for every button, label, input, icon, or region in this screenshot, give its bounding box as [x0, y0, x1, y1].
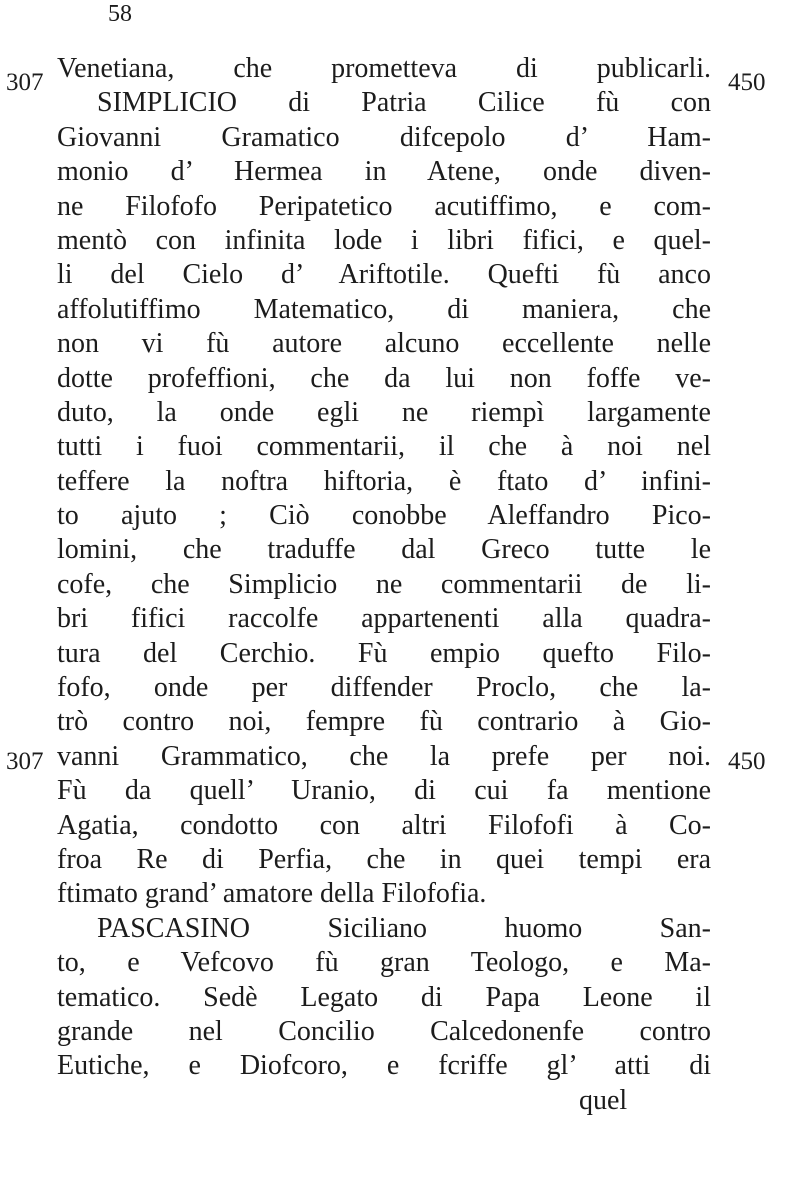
text-line: affolutiffimo Matematico, di maniera, che — [57, 293, 711, 325]
margin-note-left-simplicio: 307 — [6, 69, 44, 96]
text-line: fofo, onde per diffender Proclo, che la- — [57, 672, 711, 704]
text-line: monio d’ Hermea in Atene, onde diven- — [57, 156, 711, 188]
text-line: duto, la onde egli ne riempì largamente — [57, 396, 711, 428]
text-line: ftimato grand’ amatore della Filofofia. — [57, 878, 487, 910]
body-text — [57, 52, 711, 1118]
text-line: to, e Vefcovo fù gran Teologo, e Ma- — [57, 947, 711, 979]
text-line: ne Filofofo Peripatetico acutiffimo, e com- — [57, 190, 711, 222]
text-line: bri fifici raccolfe appartenenti alla quadra- — [57, 603, 711, 635]
page-number: 58 — [108, 1, 132, 27]
text-line: vanni Grammatico, che la prefe per noi. — [57, 740, 711, 772]
text-line: tura del Cerchio. Fù empio quefto Filo- — [57, 637, 711, 669]
text-line: teffere la noftra hiftoria, è ftato d’ infini- — [57, 465, 711, 497]
text-line: tematico. Sedè Legato di Papa Leone il — [57, 981, 711, 1013]
catchword: quel — [579, 1084, 628, 1116]
text-line: froa Re di Perfia, che in quei tempi era — [57, 843, 711, 875]
text-line: grande nel Concilio Calcedonenfe contro — [57, 1015, 711, 1047]
text-line: dotte profeffioni, che da lui non foffe ve- — [57, 362, 711, 394]
entry-heading-line-pascasino: PASCASINO Siciliano huomo San- — [97, 912, 711, 944]
text-line: Giovanni Gramatico difcepolo d’ Ham- — [57, 121, 711, 153]
text-line: non vi fù autore alcuno eccellente nelle — [57, 328, 711, 360]
text-line: to ajuto ; Ciò conobbe Aleffandro Pico- — [57, 500, 711, 532]
text-line: mentò con infinita lode i libri fifici, e quel- — [57, 224, 711, 256]
text-line: li del Cielo d’ Ariftotile. Quefti fù anco — [57, 259, 711, 291]
text-line: Agatia, condotto con altri Filofofi à Co- — [57, 809, 711, 841]
text-line: tutti i fuoi commentarii, il che à noi nel — [57, 431, 711, 463]
text-line: lomini, che traduffe dal Greco tutte le — [57, 534, 711, 566]
text-line: Venetiana, che prometteva di publicarli. — [57, 53, 711, 84]
text-line: trò contro noi, fempre fù contrario à Gio- — [57, 706, 711, 738]
text-line: Eutiche, e Diofcoro, e fcriffe gl’ atti di — [57, 1050, 711, 1082]
text-line: cofe, che Simplicio ne commentarii de li- — [57, 568, 711, 600]
margin-note-right-simplicio: 450 — [728, 69, 766, 96]
margin-note-left-pascasino: 307 — [6, 748, 44, 775]
text-line: Fù da quell’ Uranio, di cui fa mentione — [57, 775, 711, 807]
margin-note-right-pascasino: 450 — [728, 748, 766, 775]
entry-heading-line-simplicio: SIMPLICIO di Patria Cilice fù con — [97, 87, 711, 119]
